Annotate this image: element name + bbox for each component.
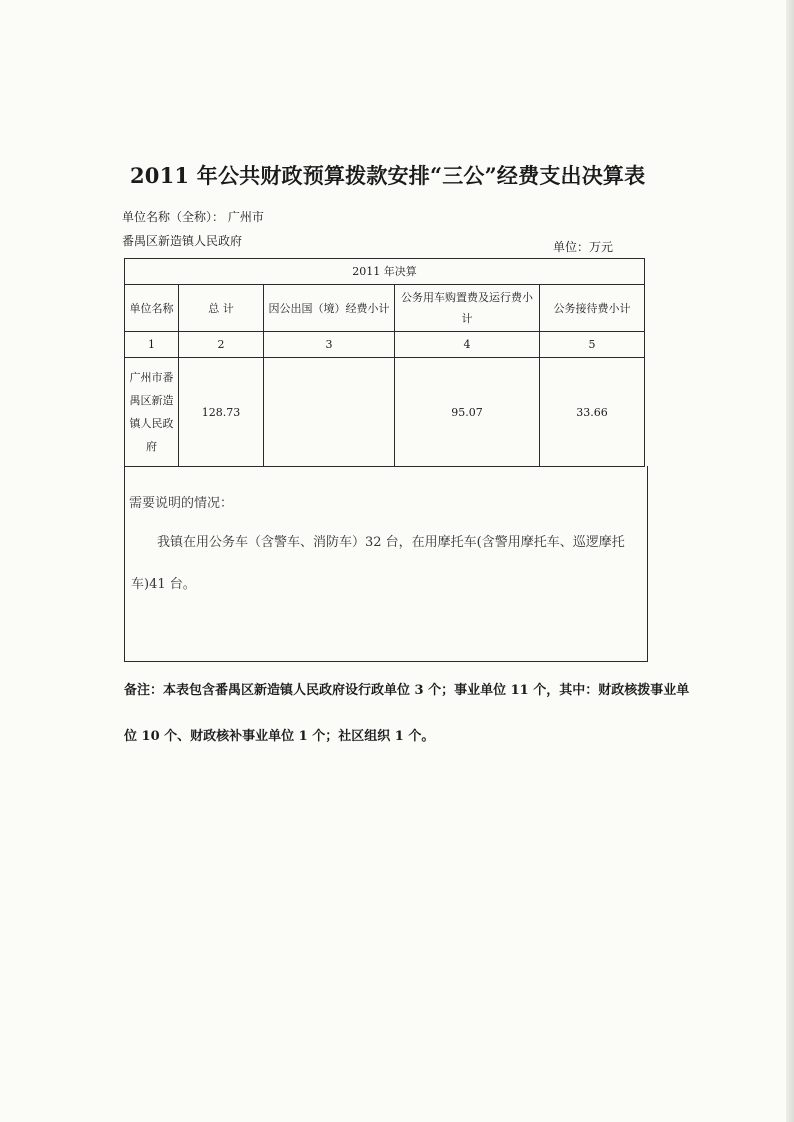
overseas-cell bbox=[264, 358, 395, 467]
reception-cell: 33.66 bbox=[540, 358, 645, 467]
document-title: 2011 年公共财政预算拨款安排“三公”经费支出决算表 bbox=[130, 163, 646, 188]
column-header-row bbox=[125, 285, 645, 332]
column-header-vehicle: 公务用车购置费及运行费小计 bbox=[395, 285, 540, 332]
footnote: 备注：本表包含番禺区新造镇人民政府设行政单位 3 个；事业单位 11 个，其中：财政核拨事业单位 10 个、财政核补事业单位 1 个；社区组织 1 个。 bbox=[124, 683, 690, 744]
column-header-total: 总 计 bbox=[179, 285, 264, 332]
column-number: 1 bbox=[125, 332, 179, 358]
total-cell: 128.73 bbox=[179, 358, 264, 467]
unit-name-label: 单位名称（全称）： 广州市番禺区新造镇人民政府 bbox=[122, 210, 264, 248]
org-name-cell: 广州市番禺区新造镇人民政府 bbox=[125, 358, 179, 467]
expense-table bbox=[124, 258, 645, 467]
column-number: 4 bbox=[395, 332, 540, 358]
table-title-row bbox=[125, 259, 645, 285]
page-edge-shadow bbox=[786, 0, 794, 1122]
notes-body: 我镇在用公务车（含警车、消防车）32 台，在用摩托车(含警用摩托车、巡逻摩托车)41 台。 bbox=[131, 535, 625, 592]
vehicle-cell: 95.07 bbox=[395, 358, 540, 467]
column-number: 2 bbox=[179, 332, 264, 358]
column-number: 3 bbox=[264, 332, 395, 358]
notes-heading: 需要说明的情况： bbox=[129, 496, 234, 511]
column-header-overseas: 因公出国（境）经费小计 bbox=[264, 285, 395, 332]
table-header-title: 2011 年决算 bbox=[125, 259, 645, 285]
column-header-reception: 公务接待费小计 bbox=[540, 285, 645, 332]
table-row bbox=[125, 358, 645, 467]
column-header-unit-name: 单位名称 bbox=[125, 285, 179, 332]
column-number-row bbox=[125, 332, 645, 358]
notes-section bbox=[124, 466, 648, 662]
unit-measure-label: 单位：万元 bbox=[553, 240, 614, 254]
column-number: 5 bbox=[540, 332, 645, 358]
